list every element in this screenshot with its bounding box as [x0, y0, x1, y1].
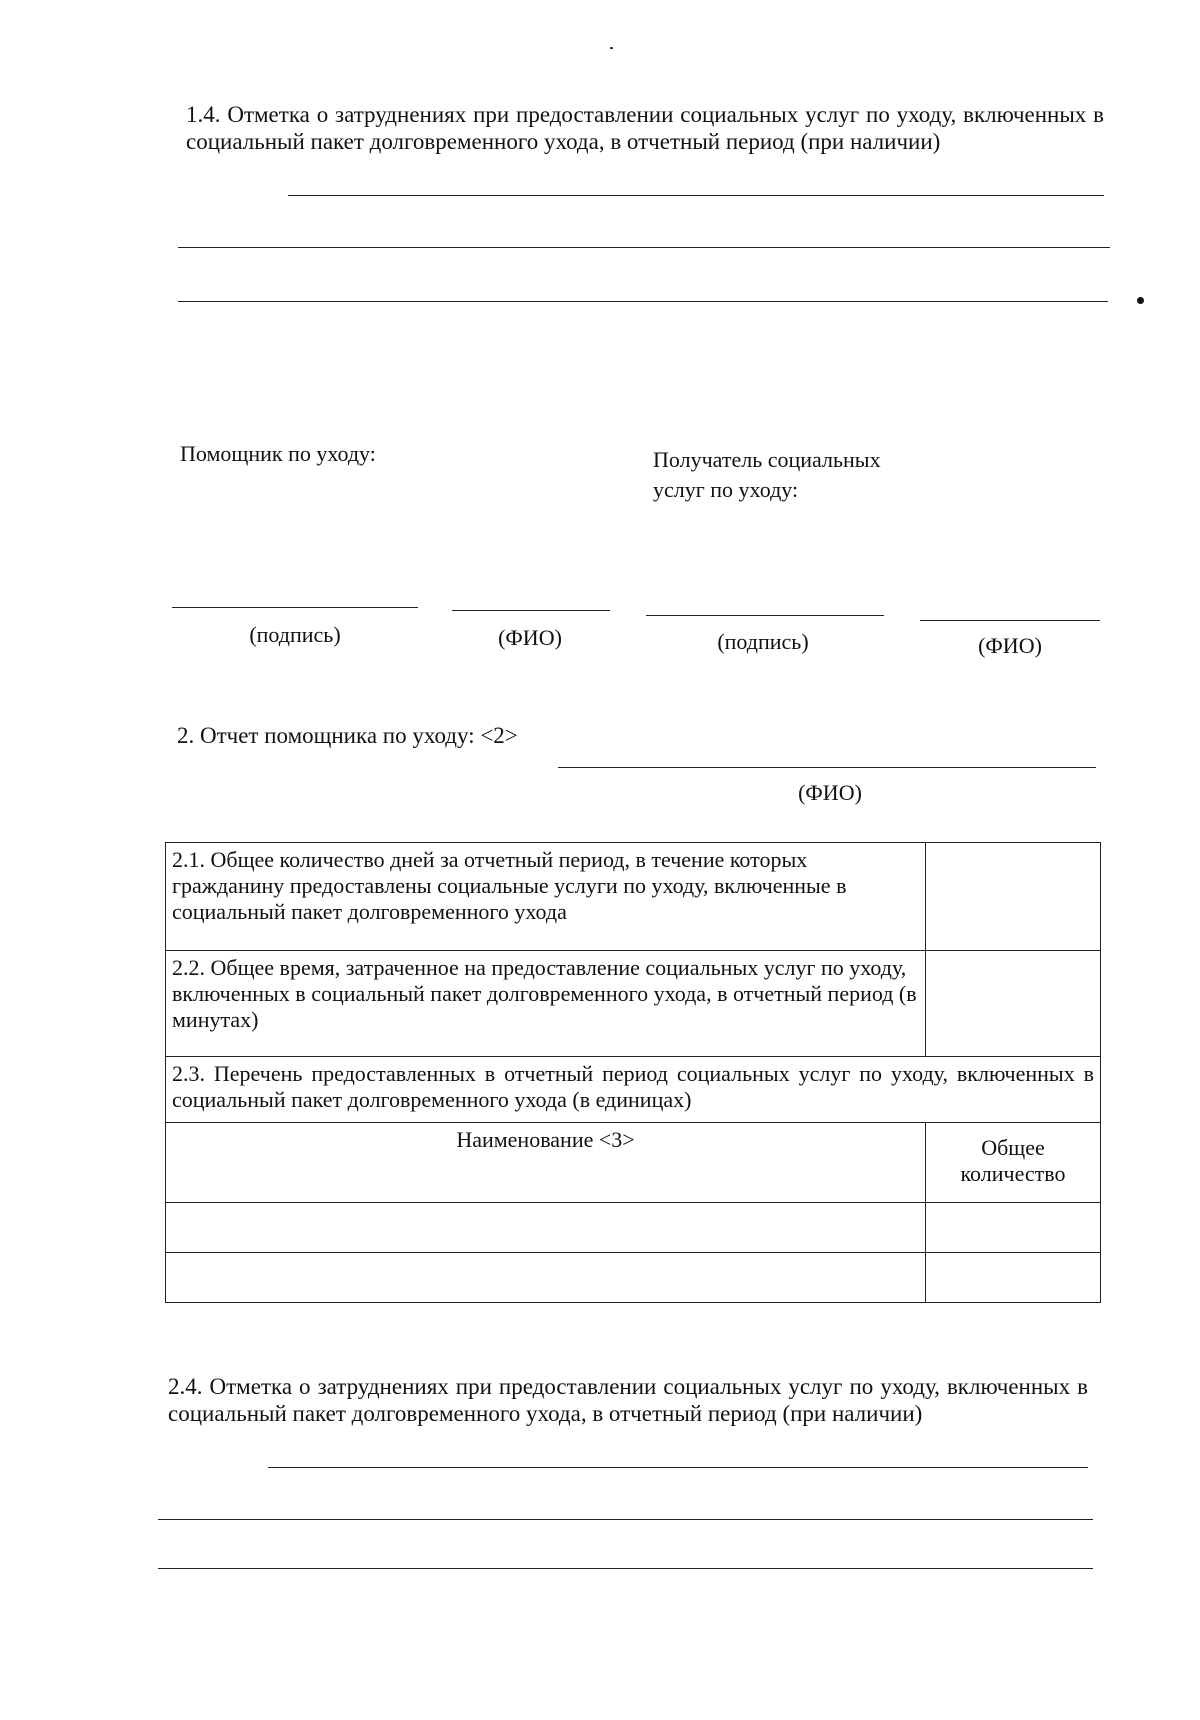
row-2-2-text: 2.2. Общее время, затраченное на предоставление социальных услуг по уходу, включенных в социальный пакет долговременного ухода, в отчетный период (в минутах) [166, 951, 926, 1057]
service-total-cell[interactable] [926, 1253, 1101, 1303]
service-name-cell[interactable] [166, 1203, 926, 1253]
service-total-cell[interactable] [926, 1203, 1101, 1253]
section-1-4-answer-line-3 [178, 301, 1108, 302]
table-row [166, 1253, 1101, 1303]
section-2-4-answer-line-2 [158, 1519, 1093, 1520]
helper-signature-caption: (подпись) [249, 622, 341, 647]
report-table [165, 842, 1101, 1303]
section-2-4-text: 2.4. Отметка о затруднениях при предоставлении социальных услуг по уходу, включенных в социальный пакет долговременного ухода, в отчетный период (при наличии) [168, 1374, 1088, 1426]
scan-speck [610, 47, 613, 49]
service-name-cell[interactable] [166, 1253, 926, 1303]
section-2-fio-line [558, 767, 1096, 768]
row-2-1-text: 2.1. Общее количество дней за отчетный период, в течение которых гражданину предоставлены социальные услуги по уходу, включенные в социальный пакет долговременного ухода [166, 843, 926, 951]
section-1-4-answer-line-2 [178, 247, 1110, 248]
table-row-2-1 [166, 843, 1101, 951]
recipient-signature-line [646, 615, 884, 616]
scan-speck [1137, 297, 1144, 304]
table-row-2-3 [166, 1057, 1101, 1123]
recipient-fio-caption: (ФИО) [978, 633, 1042, 658]
recipient-signature-caption: (подпись) [717, 629, 809, 654]
row-2-3-text: 2.3. Перечень предоставленных в отчетный период социальных услуг по уходу, включенных в социальный пакет долговременного ухода (в единицах) [166, 1057, 1101, 1123]
row-2-1-value-cell[interactable] [926, 843, 1101, 951]
helper-fio-line [452, 610, 610, 611]
recipient-label: Получатель социальных услуг по уходу: [653, 447, 881, 502]
section-1-4-text: 1.4. Отметка о затруднениях при предоставлении социальных услуг по уходу, включенных в социальный пакет долговременного ухода, в отчетный период (при наличии) [186, 102, 1104, 154]
recipient-fio-line [920, 620, 1100, 621]
table-header-row [166, 1123, 1101, 1203]
row-2-2-value-cell[interactable] [926, 951, 1101, 1057]
column-header-total: Общее количество [926, 1123, 1101, 1203]
section-2-4-answer-line-3 [158, 1568, 1093, 1569]
section-1-4-answer-line-1 [288, 195, 1104, 196]
helper-fio-caption: (ФИО) [498, 625, 562, 650]
helper-label: Помощник по уходу: [180, 441, 376, 466]
section-2-title: 2. Отчет помощника по уходу: <2> [177, 723, 518, 748]
helper-signature-line [172, 607, 418, 608]
section-2-fio-caption: (ФИО) [798, 780, 862, 805]
section-2-4-answer-line-1 [268, 1467, 1088, 1468]
column-header-name: Наименование <3> [166, 1123, 926, 1203]
table-row [166, 1203, 1101, 1253]
table-row-2-2 [166, 951, 1101, 1057]
